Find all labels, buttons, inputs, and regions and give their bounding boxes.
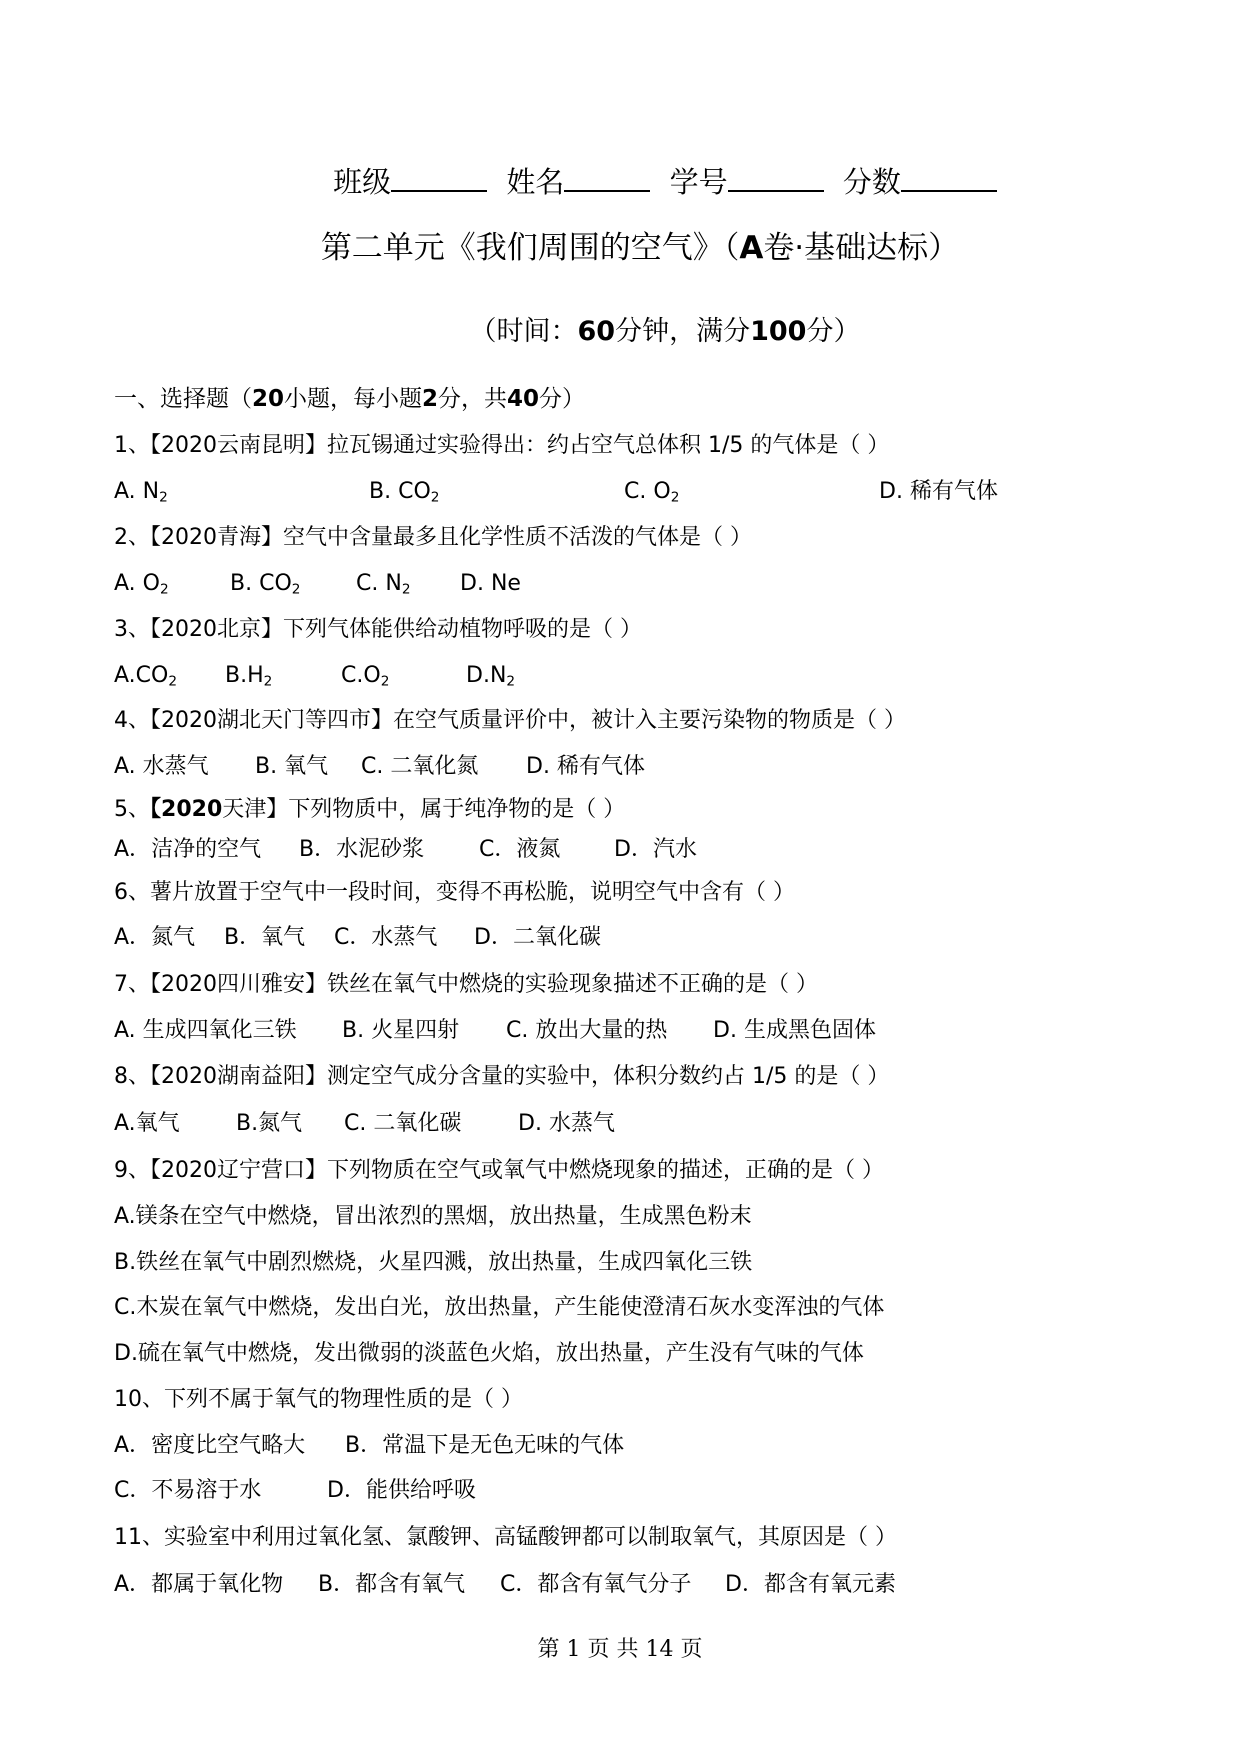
question-text: 测定空气成分含量的实验中，体积分数约占 1/5 的是（ ） <box>327 1064 890 1089</box>
option-c[interactable] <box>114 1476 327 1506</box>
option-letter: B． <box>299 837 337 862</box>
option-text: 氮气 <box>258 1111 303 1136</box>
option-text: 都含有氧元素 <box>763 1572 896 1597</box>
option-text: 不易溶于水 <box>151 1478 262 1503</box>
option-b[interactable] <box>224 923 334 953</box>
option-letter: B． <box>345 1433 383 1458</box>
option-letter: A． <box>114 925 152 950</box>
score-label: 分数 <box>842 165 901 199</box>
question-text: 下列物质中，属于纯净物的是（ ） <box>288 797 626 822</box>
question-11-stem <box>114 1523 897 1553</box>
question-3-stem <box>114 615 642 645</box>
question-number: 7、 <box>114 972 150 997</box>
option-a[interactable] <box>114 1016 342 1046</box>
option-a[interactable] <box>114 752 255 782</box>
question-9-stem <box>114 1156 884 1186</box>
option-letter: A． <box>114 1433 152 1458</box>
option-letter: B. <box>255 754 285 779</box>
question-number: 5、 <box>114 797 150 822</box>
question-number: 1、 <box>114 433 150 458</box>
question-source-place: 天津】 <box>222 797 289 822</box>
option-text: 氮气 <box>151 925 196 950</box>
page-title <box>0 228 1240 268</box>
option-text: CO <box>259 571 292 596</box>
option-text: 常温下是无色无味的气体 <box>382 1433 625 1458</box>
question-2-options <box>114 569 521 599</box>
question-5-stem: 5、【2020天津】下列物质中，属于纯净物的是（ ） <box>114 797 626 822</box>
option-text: 密度比空气略大 <box>151 1433 306 1458</box>
option-text: 都含有氧气分子 <box>537 1572 692 1597</box>
question-6-stem <box>114 878 795 908</box>
question-7-options <box>114 1016 876 1046</box>
question-text: 下列不属于氧气的物理性质的是（ ） <box>164 1387 523 1412</box>
question-number: 10、 <box>114 1387 164 1412</box>
section-heading <box>114 384 585 414</box>
question-number: 4、 <box>114 708 150 733</box>
option-d[interactable] <box>466 661 515 691</box>
option-c[interactable] <box>506 1016 713 1046</box>
option-letter: D． <box>327 1478 366 1503</box>
option-c[interactable] <box>341 661 466 691</box>
option-letter: A. <box>114 663 136 688</box>
option-text: 水蒸气 <box>548 1111 615 1136</box>
option-text: 二氧化碳 <box>373 1111 462 1136</box>
question-number: 8、 <box>114 1064 150 1089</box>
option-letter: A. <box>114 754 143 779</box>
question-5-options <box>114 835 697 865</box>
title-volume: A <box>739 230 764 266</box>
option-letter: D. <box>518 1111 549 1136</box>
option-b[interactable] <box>345 1431 624 1461</box>
option-text: N <box>385 571 402 596</box>
question-source: 【2020云南昆明】 <box>150 433 327 458</box>
option-letter: D. <box>713 1018 744 1043</box>
option-letter: B. <box>230 571 260 596</box>
question-10-stem <box>114 1385 523 1415</box>
student-info-header <box>0 162 1240 200</box>
question-source: 【2020湖南益阳】 <box>150 1064 327 1089</box>
subscript: 2 <box>168 673 178 690</box>
option-d[interactable] <box>614 835 697 865</box>
option-text: 能供给呼吸 <box>365 1478 476 1503</box>
question-9-option-a[interactable]: A.镁条在空气中燃烧，冒出浓烈的黑烟，放出热量，生成黑色粉末 <box>114 1204 752 1229</box>
section-prefix: 一、选择题（ <box>114 386 252 412</box>
option-text: 二氧化碳 <box>512 925 601 950</box>
option-b[interactable] <box>225 661 341 691</box>
subscript: 2 <box>670 489 680 506</box>
option-letter: C. <box>506 1018 536 1043</box>
option-c[interactable] <box>344 1109 518 1139</box>
option-a[interactable] <box>114 569 230 599</box>
option-text: 液氮 <box>516 837 561 862</box>
option-letter: C． <box>479 837 517 862</box>
full-score: 100 <box>750 316 807 347</box>
question-9-option-c[interactable]: C.木炭在氧气中燃烧，发出白光，放出热量，产生能使澄清石灰水变浑浊的气体 <box>114 1295 885 1320</box>
option-letter: C. <box>356 571 386 596</box>
option-c[interactable] <box>361 752 526 782</box>
option-text: 氧气 <box>135 1111 180 1136</box>
option-a[interactable] <box>114 923 224 953</box>
option-b[interactable] <box>318 1570 500 1600</box>
option-text: 稀有气体 <box>909 479 998 504</box>
score-blank[interactable] <box>901 162 997 192</box>
option-text: 生成黑色固体 <box>743 1018 876 1043</box>
option-letter: C. <box>341 663 364 688</box>
subscript: 2 <box>263 673 273 690</box>
option-text: N <box>489 663 507 688</box>
page-footer: 第 1 页 共 14 页 <box>537 1637 703 1662</box>
option-text: Ne <box>490 571 521 596</box>
option-text: 汽水 <box>652 837 697 862</box>
question-number: 11、 <box>114 1525 164 1550</box>
subscript: 2 <box>430 489 440 506</box>
option-letter: A． <box>114 1572 152 1597</box>
question-number: 9、 <box>114 1158 150 1183</box>
subscript: 2 <box>159 581 169 598</box>
option-letter: D. <box>466 663 490 688</box>
class-blank[interactable] <box>391 162 487 192</box>
question-source: 【2020湖北天门等四市】 <box>150 708 393 733</box>
option-letter: D. <box>879 479 910 504</box>
option-c[interactable] <box>479 835 614 865</box>
option-c[interactable] <box>624 477 879 507</box>
question-1-stem <box>114 431 889 461</box>
option-text: 放出大量的热 <box>535 1018 668 1043</box>
option-b[interactable] <box>255 752 361 782</box>
question-text: 拉瓦锡通过实验得出：约占空气总体积 1/5 的气体是（ ） <box>327 433 890 458</box>
option-letter: C. <box>361 754 391 779</box>
option-text: CO <box>135 663 169 688</box>
question-text: 下列气体能供给动植物呼吸的是（ ） <box>283 617 642 642</box>
student-id-label: 学号 <box>669 165 728 199</box>
option-letter: A. <box>114 1111 136 1136</box>
question-2-stem <box>114 523 752 553</box>
option-text: 水蒸气 <box>371 925 438 950</box>
option-text: O <box>363 663 381 688</box>
question-text: 空气中含量最多且化学性质不活泼的气体是（ ） <box>283 525 752 550</box>
option-b[interactable] <box>299 835 479 865</box>
option-d[interactable] <box>327 1476 476 1506</box>
option-letter: B. <box>369 479 399 504</box>
title-main: 第二单元《我们周围的空气》 <box>320 230 724 266</box>
question-source-year: 2020 <box>161 797 223 822</box>
option-text: 都含有氧气 <box>355 1572 466 1597</box>
option-d[interactable] <box>526 752 645 782</box>
option-letter: B. <box>236 1111 259 1136</box>
option-a[interactable] <box>114 477 369 507</box>
option-letter: B． <box>318 1572 356 1597</box>
option-letter: B． <box>224 925 262 950</box>
question-text: 下列物质在空气或氧气中燃烧现象的描述，正确的是（ ） <box>327 1158 884 1183</box>
option-letter: A. <box>114 479 143 504</box>
option-a[interactable] <box>114 1570 318 1600</box>
section-t2: 分，共 <box>438 386 508 412</box>
option-letter: D． <box>474 925 513 950</box>
option-c[interactable] <box>334 923 474 953</box>
question-source: 【2020四川雅安】 <box>150 972 327 997</box>
option-text: 氧气 <box>261 925 306 950</box>
option-letter: B. <box>342 1018 372 1043</box>
option-text: CO <box>398 479 431 504</box>
question-8-stem <box>114 1062 889 1092</box>
option-letter: D. <box>526 754 557 779</box>
option-letter: C． <box>114 1478 152 1503</box>
option-text: 洁净的空气 <box>151 837 262 862</box>
question-4-stem <box>114 706 906 736</box>
question-number: 3、 <box>114 617 150 642</box>
question-text: 实验室中利用过氧化氢、氯酸钾、高锰酸钾都可以制取氧气，其原因是（ ） <box>164 1525 897 1550</box>
question-number: 6、 <box>114 880 150 905</box>
subscript: 2 <box>506 673 516 690</box>
section-each: 2 <box>422 386 439 412</box>
option-text: 生成四氧化三铁 <box>142 1018 297 1043</box>
option-text: 水蒸气 <box>142 754 209 779</box>
option-text: 火星四射 <box>371 1018 460 1043</box>
option-text: O <box>653 479 671 504</box>
option-text: H <box>247 663 264 688</box>
option-text: O <box>142 571 160 596</box>
question-source: 【2020北京】 <box>150 617 283 642</box>
option-text: 二氧化氮 <box>390 754 479 779</box>
question-text: 在空气质量评价中，被计入主要污染物的物质是（ ） <box>393 708 906 733</box>
question-source: 【2020辽宁营口】 <box>150 1158 327 1183</box>
class-label: 班级 <box>333 165 392 199</box>
option-d[interactable] <box>474 923 601 953</box>
name-label: 姓名 <box>506 165 565 199</box>
question-7-stem <box>114 970 818 1000</box>
option-letter: C. <box>344 1111 374 1136</box>
option-text: 都属于氧化物 <box>151 1572 284 1597</box>
section-t1: 小题，每小题 <box>284 386 423 412</box>
option-letter: D． <box>725 1572 764 1597</box>
option-letter: D． <box>614 837 653 862</box>
question-number: 2、 <box>114 525 150 550</box>
option-a[interactable] <box>114 1109 236 1139</box>
question-3-options <box>114 661 515 691</box>
option-a[interactable] <box>114 1431 345 1461</box>
option-c[interactable] <box>500 1570 725 1600</box>
option-d[interactable] <box>460 569 521 599</box>
option-text: 稀有气体 <box>556 754 645 779</box>
option-c[interactable] <box>356 569 460 599</box>
question-9-option-b[interactable]: B.铁丝在氧气中剧烈燃烧，火星四溅，放出热量，生成四氧化三铁 <box>114 1250 753 1275</box>
question-8-options <box>114 1109 615 1139</box>
question-9-option-d[interactable]: D.硫在氧气中燃烧，发出微弱的淡蓝色火焰，放出热量，产生没有气味的气体 <box>114 1341 864 1366</box>
section-t3: 分） <box>539 386 586 412</box>
title-paren-close: ） <box>928 230 960 266</box>
subscript: 2 <box>401 581 411 598</box>
exam-time-info <box>0 314 1240 350</box>
option-b[interactable] <box>236 1109 344 1139</box>
option-letter: B. <box>225 663 248 688</box>
option-b[interactable] <box>369 477 624 507</box>
question-10-options-row-2 <box>114 1476 476 1506</box>
question-1-options <box>114 477 998 507</box>
option-d[interactable] <box>879 477 998 507</box>
time-mid: 分钟，满分 <box>615 316 751 347</box>
option-letter: A. <box>114 571 143 596</box>
subscript: 2 <box>159 489 168 506</box>
question-10-options-row-1 <box>114 1431 624 1461</box>
question-4-options <box>114 752 645 782</box>
question-source: 【2020青海】 <box>150 525 283 550</box>
subscript: 2 <box>291 581 301 598</box>
question-6-options <box>114 923 601 953</box>
title-paren-open: （ <box>723 230 740 266</box>
option-text: 水泥砂浆 <box>336 837 425 862</box>
question-text: 铁丝在氧气中燃烧的实验现象描述不正确的是（ ） <box>327 972 818 997</box>
question-11-options <box>114 1570 896 1600</box>
option-b[interactable] <box>230 569 356 599</box>
option-text: N <box>142 479 160 504</box>
option-letter: C. <box>624 479 654 504</box>
option-text: 氧气 <box>284 754 329 779</box>
option-letter: D. <box>460 571 491 596</box>
option-letter: C． <box>500 1572 538 1597</box>
name-blank[interactable] <box>564 162 650 192</box>
student-id-blank[interactable] <box>728 162 824 192</box>
section-count: 20 <box>252 386 285 412</box>
question-text: 薯片放置于空气中一段时间，变得不再松脆，说明空气中含有（ ） <box>150 880 795 905</box>
time-close: 分） <box>806 316 861 347</box>
option-d[interactable] <box>713 1016 876 1046</box>
time-open: （时间： <box>469 316 578 347</box>
option-letter: C． <box>334 925 372 950</box>
option-letter: A． <box>114 837 152 862</box>
option-letter: A. <box>114 1018 143 1043</box>
option-b[interactable] <box>342 1016 506 1046</box>
option-d[interactable] <box>518 1109 615 1139</box>
title-volume-suffix: 卷·基础达标 <box>763 230 929 266</box>
section-total: 40 <box>507 386 540 412</box>
option-a[interactable] <box>114 661 225 691</box>
option-a[interactable] <box>114 835 299 865</box>
option-d[interactable] <box>725 1570 896 1600</box>
time-minutes: 60 <box>577 316 616 347</box>
subscript: 2 <box>380 673 390 690</box>
